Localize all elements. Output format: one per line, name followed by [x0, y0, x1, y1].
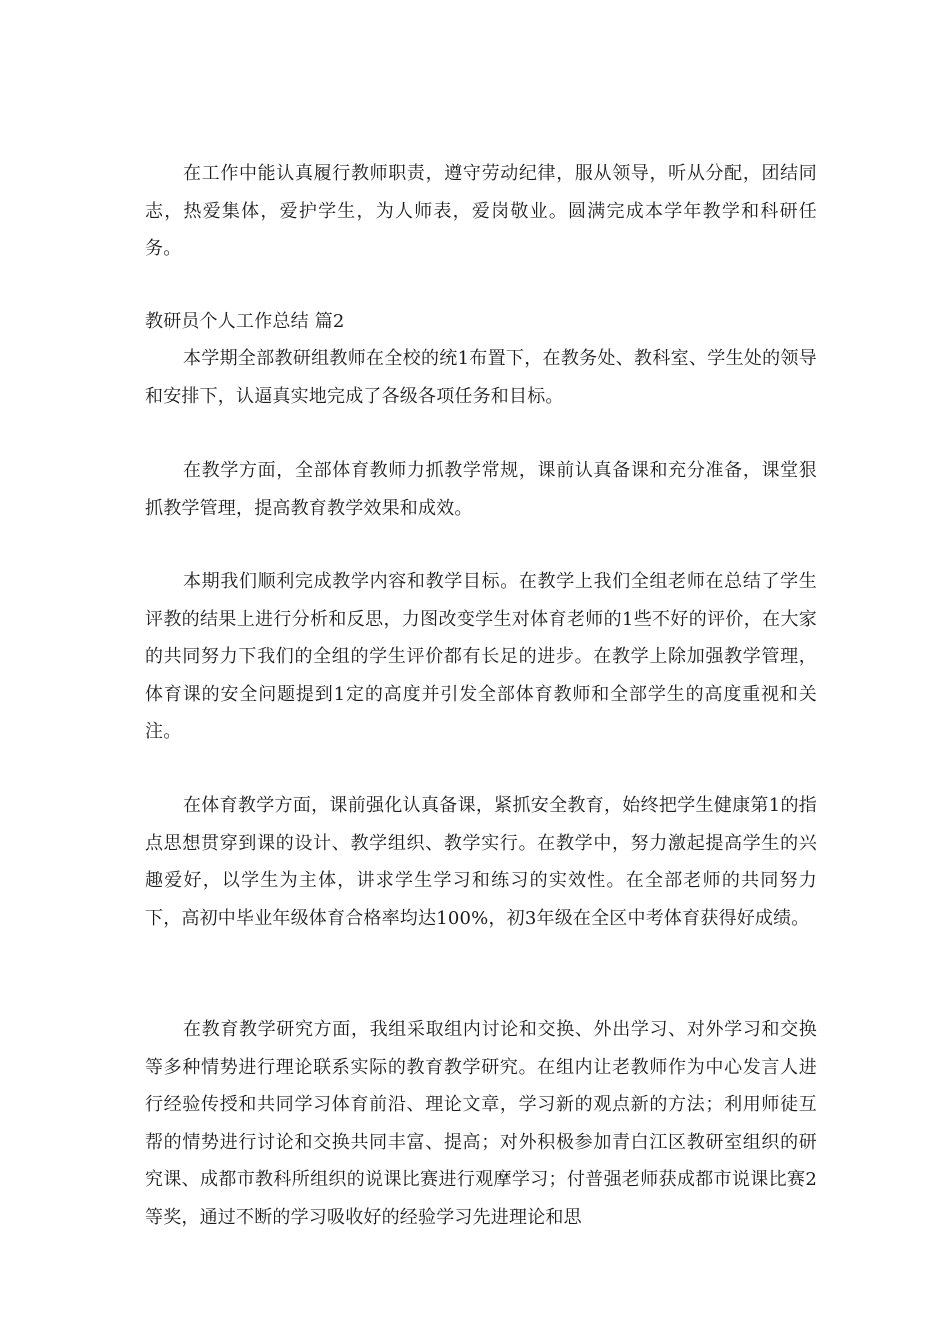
paragraph-teaching-research: 在教育教学研究方面，我组采取组内讨论和交换、外出学习、对外学习和交换等多种情势进行理论联系实际的教育教学研究。在组内让老教师作为中心发言人进行经验传授和共同学习体育前沿、理论文章，学习新的观点新的方法；利用师徒互帮的情势进行讨论和交换共同丰富、提高；对外积极参加青白江区教研室组织的研究课、成都市教科所组织的说课比赛进行观摩学习；付普强老师获成都市说课比赛2等奖，通过不断的学习吸收好的经验学习先进理论和思: [145, 1019, 817, 1228]
paragraph-semester-overview: 本学期全部教研组教师在全校的统1布置下，在教务处、教科室、学生处的领导和安排下，认逼真实地完成了各级各项任务和目标。: [145, 348, 817, 407]
paragraph-pe-teaching: 在体育教学方面，课前强化认真备课，紧抓安全教育，始终把学生健康第1的指点思想贯穿到课的设计、教学组织、教学实行。在教学中，努力激起提高学生的兴趣爱好，以学生为主体，讲求学生学习和练习的实效性。在全部老师的共同努力下，高初中毕业年级体育合格率均达100%，初3年级在全区中考体育获得好成绩。: [145, 795, 817, 929]
paragraph-teacher-duties: 在工作中能认真履行教师职责，遵守劳动纪律，服从领导，听从分配，团结同志，热爱集体，爱护学生，为人师表，爱岗敬业。圆满完成本学年教学和科研任务。: [145, 163, 817, 259]
paragraph-teaching-routine: 在教学方面，全部体育教师力抓教学常规，课前认真备课和充分准备，课堂狠抓教学管理，提高教育教学效果和成效。: [145, 460, 817, 519]
paragraph-teaching-goals: 本期我们顺利完成教学内容和教学目标。在教学上我们全组老师在总结了学生评教的结果上进行分析和反思，力图改变学生对体育老师的1些不好的评价，在大家的共同努力下我们的全组的学生评价都有长足的进步。在教学上除加强教学管理，体育课的安全问题提到1定的高度并引发全部体育教师和全部学生的高度重视和关注。: [145, 571, 817, 742]
section-heading: 教研员个人工作总结 篇2: [145, 311, 345, 332]
